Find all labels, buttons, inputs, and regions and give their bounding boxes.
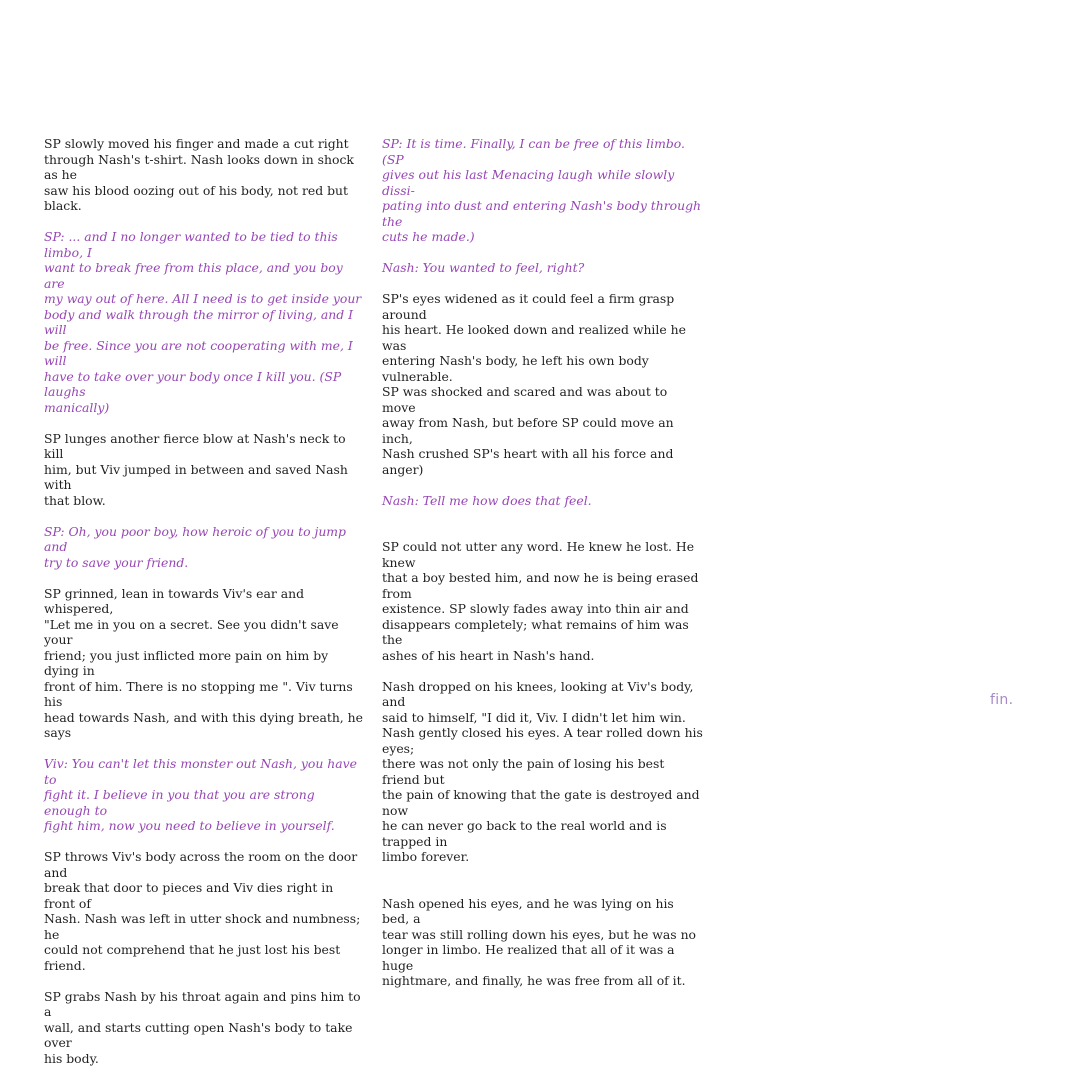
paragraph-nash-wakes-up: Nash opened his eyes, and he was lying on his bed, a tear was still rolling down his eyes, but he was no longer in limbo. He realized that all of it was a huge nightmare, and finally, he was free from all of it. — [382, 895, 697, 988]
paragraph-sp-whispers: SP grinned, lean in towards Viv's ear and whispered, "Let me in you on a secret. See you didn't save your friend; you just inflicted more pain on him by dying in front of him. There is no stopping me ". Viv turns his head towards Nash, and with this dying breath, he says — [44, 585, 363, 740]
right-text-column — [382, 136, 704, 1004]
dialogue-viv-last-words: Viv: You can't let this monster out Nash, you have to fight it. I believe in you that you are strong enough to fight him, now you need to believe in yourself. — [44, 756, 357, 833]
paragraph-viv-dies: SP throws Viv's body across the room on the door and break that door to pieces and Viv dies right in front of Nash. Nash was left in utter shock and numbness; he could not comprehend that he just lost his best friend. — [44, 849, 361, 973]
paragraph-sp-lunges: SP lunges another fierce blow at Nash's neck to kill him, but Viv jumped in between and saved Nash with that blow. — [44, 430, 348, 508]
paragraph-sp-erased: SP could not utter any word. He knew he lost. He knew that a boy bested him, and now he is being erased from existence. SP slowly fades away into thin air and disappears completely; what remains of him was the ashes of his heart in Nash's hand. — [382, 539, 699, 663]
dialogue-sp-poor-boy: SP: Oh, you poor boy, how heroic of you to jump and try to save your friend. — [44, 523, 346, 570]
dialogue-sp-it-is-time: SP: It is time. Finally, I can be free of this limbo. (SP gives out his last Menacing laugh while slowly dissi- pating into dust and entering Nash's body through the cuts he made.) — [382, 136, 701, 244]
paragraph-sp-grabs-nash: SP grabs Nash by his throat again and pins him to a wall, and starts cutting open Nash's body to take over his body. — [44, 988, 361, 1066]
paragraph-sp-eyes-widened: SP's eyes widened as it could feel a firm grasp around his heart. He looked down and realized while he was entering Nash's body, he left his own body vulnerable. SP was shocked and scared and was about to move away from Nash, but before SP could move an inch, Nash crushed SP's heart with all his force and anger) — [382, 291, 686, 477]
paragraph-nash-drops-to-knees: Nash dropped on his knees, looking at Viv's body, and said to himself, "I did it, Viv. I didn't let him win. Nash gently closed his eyes. A tear rolled down his eyes; there was not only the pain of losing his best friend but the pain of knowing that the gate is destroyed and now he can never go back to the real world and is trapped in limbo forever. — [382, 678, 703, 864]
dialogue-nash-how-does-that-feel: Nash: Tell me how does that feel. — [382, 492, 592, 508]
left-text-column — [44, 136, 364, 1082]
dialogue-nash-wanted-to-feel: Nash: You wanted to feel, right? — [382, 260, 585, 275]
dialogue-sp-break-free: SP: ... and I no longer wanted to be tied to this limbo, I want to break free from this place, and you boy are my way out of here. All I need is to get inside your body and walk through the mirror of living, and I will be free. Since you are not cooperating with me, I will have to take over your body once I kill you. (SP laughs manically) — [44, 229, 362, 415]
end-mark: fin. — [990, 692, 1014, 708]
paragraph-sp-cut: SP slowly moved his finger and made a cut right through Nash's t-shirt. Nash looks down in shock as he saw his blood oozing out of his body, not red but black. — [44, 136, 354, 213]
